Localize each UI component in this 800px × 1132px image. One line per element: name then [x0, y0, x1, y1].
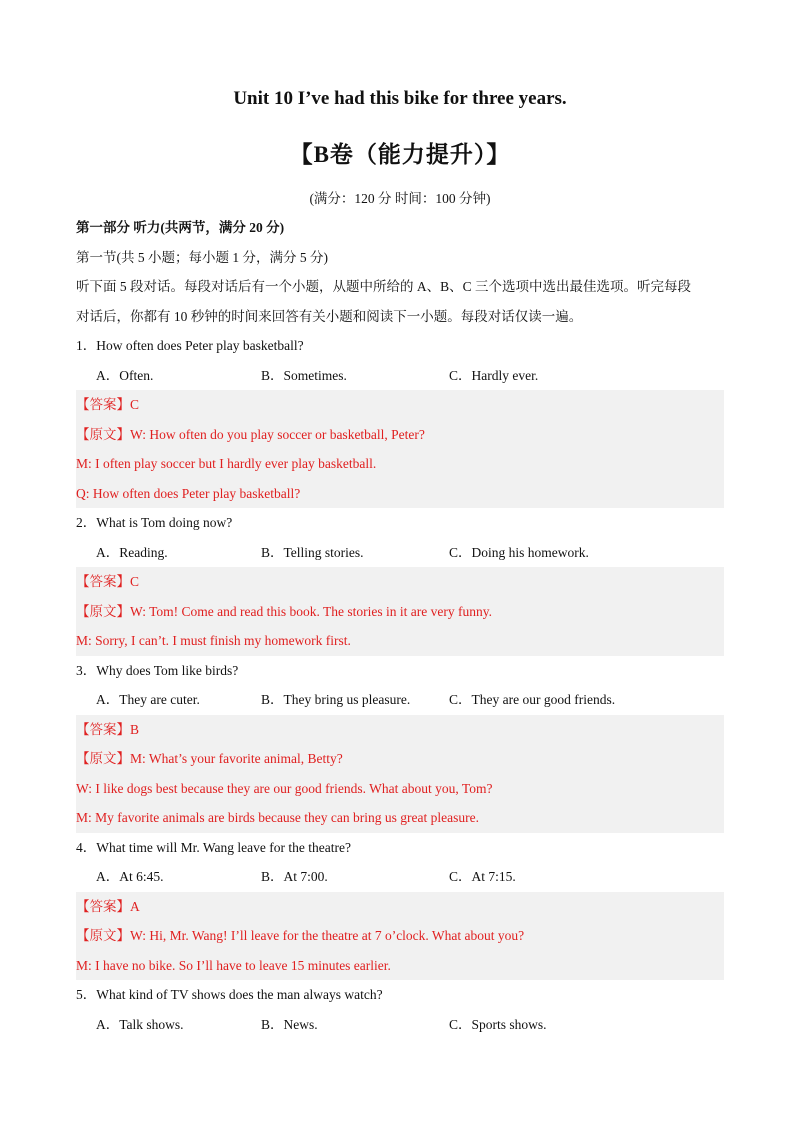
answer-value: B [130, 721, 140, 737]
answer-tag: 【答案】 [76, 721, 130, 737]
option-c: C．Doing his homework. [449, 544, 589, 560]
transcript-line [76, 744, 724, 774]
option-b: B．Sometimes. [261, 367, 347, 383]
section-heading: 第一节(共 5 小题；每小题 1 分，满分 5 分) [76, 249, 328, 265]
question-1 [76, 331, 724, 361]
content [76, 213, 724, 1039]
options-2 [76, 538, 724, 568]
answer-box-3 [76, 715, 724, 833]
answer-value: C [130, 574, 140, 589]
options-4 [76, 862, 724, 892]
page-title: Unit 10 I’ve had this bike for three years. [233, 88, 567, 109]
option-a: A．Reading. [96, 544, 168, 560]
transcript-text: W: Hi, Mr. Wang! I’ll leave for the theatre at 7 o’clock. What about you? [130, 928, 525, 943]
answer-value: C [130, 397, 140, 412]
option-b: B．News. [261, 1016, 318, 1032]
option-c: C．At 7:15. [449, 869, 516, 884]
option-a: A．Talk shows. [96, 1016, 184, 1032]
transcript-line: M: I often play soccer but I hardly ever play basketball. [76, 456, 377, 471]
answer-box-2 [76, 567, 724, 656]
answer-line [76, 892, 724, 922]
question-text: Why does Tom like birds? [96, 662, 239, 678]
transcript-text: W: Tom! Come and read this book. The stories in it are very funny. [130, 603, 492, 619]
answer-box-4 [76, 892, 724, 981]
option-a: A．Often. [96, 367, 154, 383]
question-text: What is Tom doing now? [96, 515, 233, 530]
option-c: C．They are our good friends. [449, 692, 616, 707]
answer-line [76, 567, 724, 597]
transcript-text: M: What’s your favorite animal, Betty? [130, 751, 343, 766]
part-heading: 第一部分 听力(共两节，满分 20 分) [76, 220, 285, 235]
option-b: B．They bring us pleasure. [261, 692, 411, 707]
option-c: C．Sports shows. [449, 1016, 547, 1032]
question-5 [76, 980, 724, 1010]
transcript-text: W: How often do you play soccer or basketball, Peter? [130, 426, 425, 442]
answer-line [76, 715, 724, 745]
answer-box-1 [76, 390, 724, 508]
instructions-line-1: 听下面 5 段对话。每段对话后有一个小题，从题中所给的 A、B、C 三个选项中选出最佳选项。听完每段 [76, 279, 692, 294]
option-b: B．At 7:00. [261, 869, 328, 884]
option-a: A．At 6:45. [96, 869, 164, 884]
question-number: 3． [76, 662, 97, 678]
transcript-tag: 【原文】 [76, 751, 130, 766]
question-text: What time will Mr. Wang leave for the theatre? [96, 839, 351, 855]
answer-tag: 【答案】 [76, 574, 130, 589]
question-number: 5． [76, 987, 97, 1002]
transcript-line: M: I have no bike. So I’ll have to leave 15 minutes earlier. [76, 957, 391, 973]
answer-tag: 【答案】 [76, 898, 130, 914]
option-b: B．Telling stories. [261, 544, 364, 560]
question-number: 2． [76, 515, 97, 530]
transcript-line: W: I like dogs best because they are our good friends. What about you, Tom? [76, 780, 493, 796]
question-4 [76, 833, 724, 863]
transcript-line [76, 420, 724, 450]
exam-meta: (满分：120 分 时间：100 分钟) [309, 191, 491, 206]
transcript-line [76, 597, 724, 627]
options-5 [76, 1010, 724, 1040]
option-c: C．Hardly ever. [449, 367, 539, 383]
transcript-line [76, 921, 724, 951]
options-3 [76, 685, 724, 715]
question-3 [76, 656, 724, 686]
question-number: 4． [76, 839, 97, 855]
transcript-line: M: Sorry, I can’t. I must finish my homework first. [76, 633, 351, 648]
answer-value: A [130, 898, 140, 914]
question-2 [76, 508, 724, 538]
answer-tag: 【答案】 [76, 397, 130, 412]
paper-subtitle: 【B卷（能力提升）】 [289, 142, 511, 167]
answer-line [76, 390, 724, 420]
options-1 [76, 361, 724, 391]
transcript-tag: 【原文】 [76, 426, 130, 442]
transcript-tag: 【原文】 [76, 603, 130, 619]
question-text: What kind of TV shows does the man always watch? [96, 987, 383, 1002]
question-text: How often does Peter play basketball? [96, 338, 304, 353]
transcript-line: M: My favorite animals are birds because they can bring us great pleasure. [76, 810, 479, 825]
instructions-line-2: 对话后，你都有 10 秒钟的时间来回答有关小题和阅读下一小题。每段对话仅读一遍。 [76, 308, 583, 324]
question-number: 1． [76, 338, 97, 353]
transcript-line: Q: How often does Peter play basketball? [76, 485, 301, 501]
option-a: A．They are cuter. [96, 692, 200, 707]
transcript-tag: 【原文】 [76, 928, 130, 943]
